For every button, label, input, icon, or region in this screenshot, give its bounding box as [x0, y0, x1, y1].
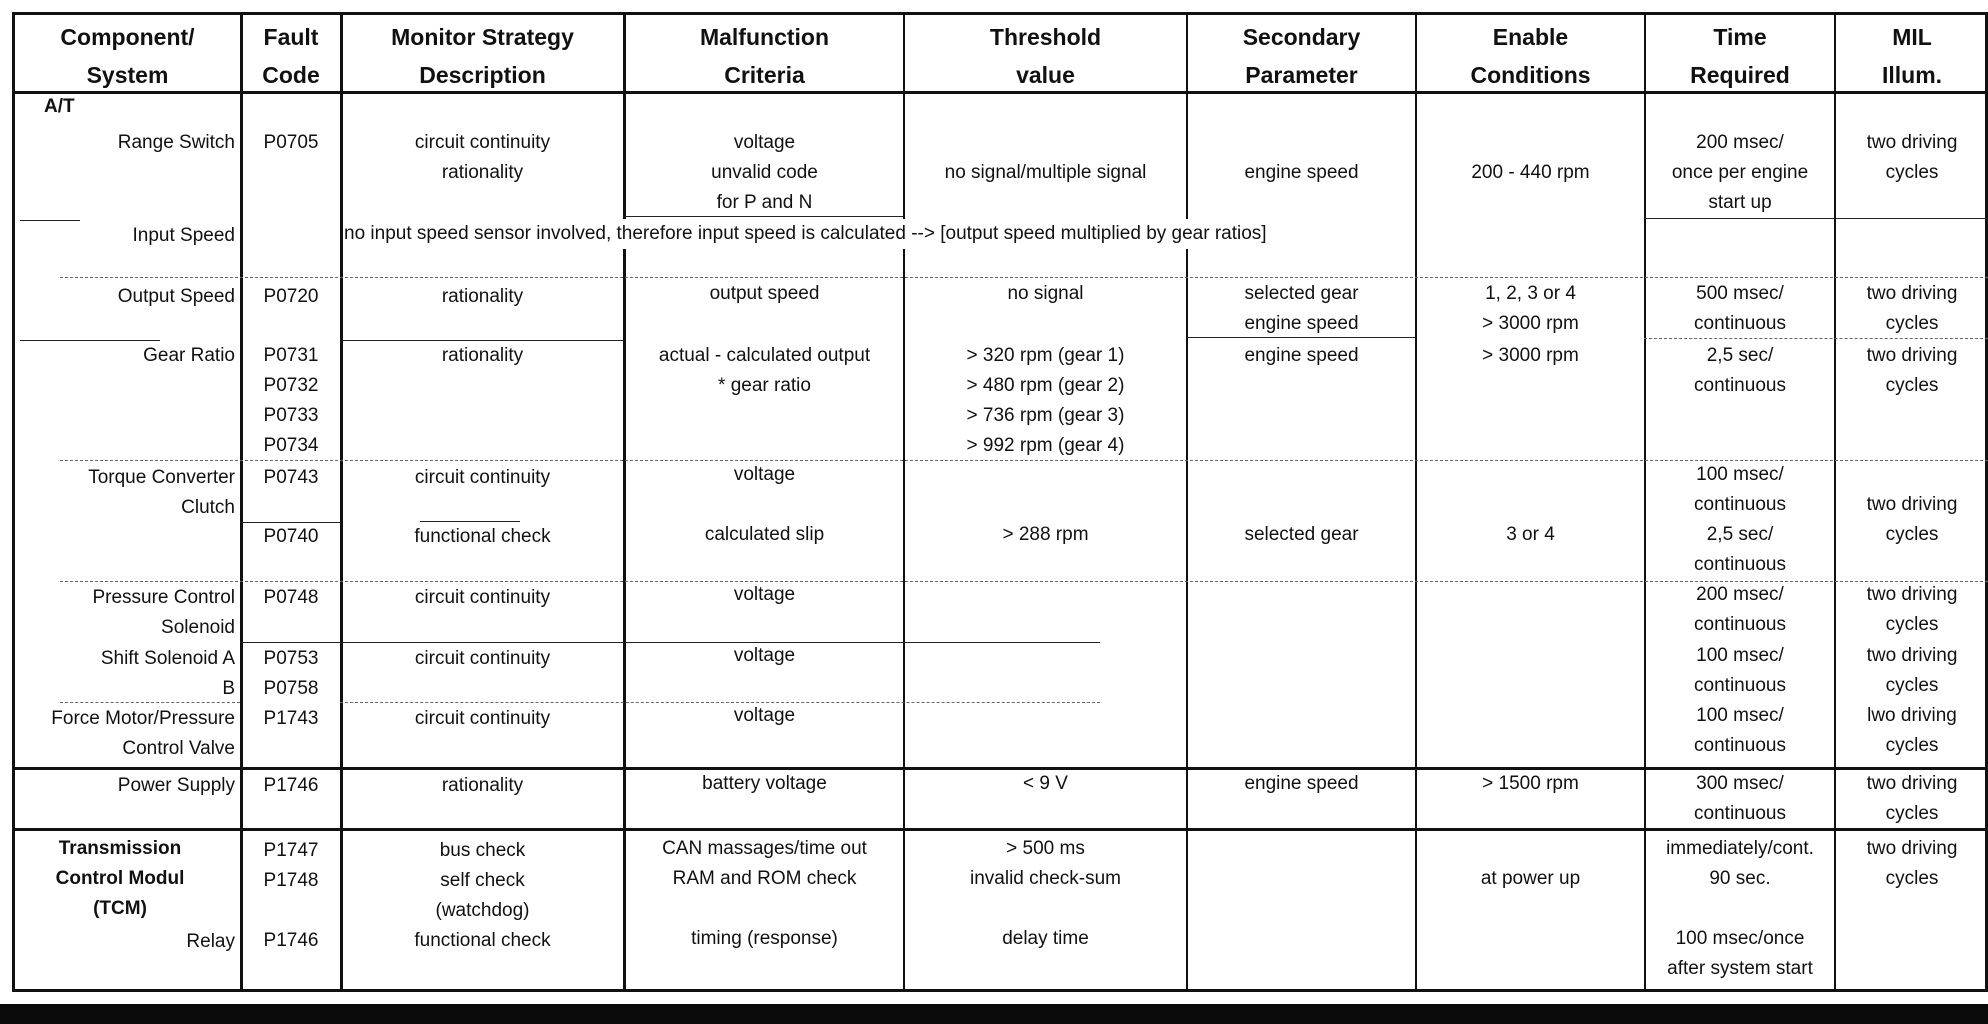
- mil-cell: two driving cycles: [1866, 773, 1958, 824]
- mil-cell: two driving cycles: [1866, 584, 1958, 635]
- criteria-cell: voltage: [733, 705, 796, 726]
- enable-cell: > 3000 rpm: [1482, 345, 1579, 366]
- threshold-cell: no signal: [1007, 283, 1084, 304]
- fault-code: P1746: [263, 775, 319, 796]
- row-separator: [1834, 218, 1988, 219]
- row-separator: [60, 277, 1988, 278]
- bottom-bar: [0, 1004, 1988, 1024]
- header-monitor-strategy: Monitor Strategy Description: [391, 24, 574, 88]
- time-cell: immediately/cont. 90 sec. 100 msec/once after system start: [1666, 838, 1814, 979]
- mil-cell: lwo driving cycles: [1867, 705, 1957, 756]
- time-cell: 100 msec/ continuous: [1694, 464, 1786, 515]
- fault-code: P0748: [263, 587, 319, 608]
- strategy-cell: rationality: [441, 345, 524, 366]
- header-enable-conditions: Enable Conditions: [1470, 24, 1591, 88]
- criteria-cell: voltage: [733, 464, 796, 485]
- header-time-required: Time Required: [1690, 24, 1790, 88]
- fault-code: P1743: [263, 708, 319, 729]
- threshold-cell: < 9 V: [1023, 773, 1068, 794]
- strategy-cell: circuit continuity: [414, 467, 551, 488]
- header-fault-code: Fault Code: [262, 24, 320, 88]
- secondary-cell: engine speed: [1244, 162, 1359, 183]
- component-pressure-control: Pressure Control Solenoid: [92, 587, 235, 638]
- component-torque-converter: Torque Converter Clutch: [88, 467, 235, 518]
- strategy-cell: circuit continuity: [414, 708, 551, 729]
- component-shift-solenoid: Shift Solenoid A B: [100, 648, 235, 699]
- enable-cell: > 1500 rpm: [1482, 773, 1579, 794]
- strategy-cell: circuit continuity: [414, 587, 551, 608]
- header-secondary-parameter: Secondary Parameter: [1242, 24, 1361, 88]
- component-input-speed: Input Speed: [132, 225, 235, 246]
- strategy-cell: rationality: [441, 775, 524, 796]
- header-threshold: Threshold value: [989, 24, 1102, 88]
- component-relay: Relay: [186, 931, 235, 952]
- time-cell: 200 msec/ continuous: [1694, 584, 1786, 635]
- threshold-cell: > 500 ms invalid check-sum delay time: [970, 838, 1121, 949]
- enable-cell: 3 or 4: [1506, 524, 1555, 545]
- time-cell: 200 msec/ once per engine start up: [1671, 132, 1809, 213]
- enable-cell: 200 - 440 rpm: [1471, 162, 1590, 183]
- fault-code-list: P0731 P0732 P0733 P0734: [263, 345, 319, 456]
- criteria-cell: calculated slip: [704, 524, 825, 545]
- strategy-cell: circuit continuity rationality: [414, 132, 551, 183]
- component-gear-ratio: Gear Ratio: [143, 345, 235, 366]
- header-component: Component/ System: [60, 24, 195, 88]
- fault-code-list: P0753 P0758: [263, 648, 319, 699]
- mil-cell: two driving cycles: [1866, 838, 1958, 889]
- component-tcm: Transmission Control Modul (TCM): [55, 838, 185, 919]
- fault-code: P0705: [263, 132, 319, 153]
- enable-cell: 1, 2, 3 or 4 > 3000 rpm: [1482, 283, 1579, 334]
- mil-cell: two driving cycles: [1866, 645, 1958, 696]
- strategy-cell: circuit continuity: [414, 648, 551, 669]
- fault-code-list: P1747 P1748 P1746: [263, 840, 319, 951]
- header-mil: MIL Illum.: [1881, 24, 1943, 88]
- mil-cell: two driving cycles: [1866, 345, 1958, 396]
- component-force-motor: Force Motor/Pressure Control Valve: [51, 708, 235, 759]
- criteria-cell: CAN massages/time out RAM and ROM check timing (response): [662, 838, 867, 949]
- enable-cell: at power up: [1480, 868, 1581, 889]
- threshold-cell: > 320 rpm (gear 1) > 480 rpm (gear 2) > 736 rpm (gear 3) > 992 rpm (gear 4): [966, 345, 1125, 456]
- component-range-switch: Range Switch: [117, 132, 235, 153]
- secondary-cell: engine speed: [1244, 345, 1359, 366]
- strategy-cell: functional check: [414, 526, 551, 547]
- criteria-cell: actual - calculated output * gear ratio: [658, 345, 871, 396]
- criteria-cell: voltage: [733, 584, 796, 605]
- strategy-cell: rationality: [441, 286, 524, 307]
- component-output-speed: Output Speed: [117, 286, 235, 307]
- time-cell: 100 msec/ continuous: [1694, 705, 1786, 756]
- time-cell: 100 msec/ continuous: [1694, 645, 1786, 696]
- header-malfunction-criteria: Malfunction Criteria: [699, 24, 830, 88]
- secondary-cell: selected gear: [1244, 524, 1359, 545]
- section-label-at: A/T: [44, 96, 75, 117]
- criteria-cell: voltage unvalid code for P and N: [711, 132, 818, 213]
- secondary-cell: engine speed: [1244, 773, 1359, 794]
- fault-code: P0740: [263, 526, 319, 547]
- criteria-cell: voltage: [733, 645, 796, 666]
- mil-cell: two driving cycles: [1866, 494, 1958, 545]
- fault-code: P0743: [263, 467, 319, 488]
- input-speed-note: no input speed sensor involved, therefore input speed is calculated --> [output speed multiplied by gear ratios]: [344, 219, 1271, 249]
- mil-cell: two driving cycles: [1866, 283, 1958, 334]
- time-cell: 2,5 sec/ continuous: [1694, 524, 1786, 575]
- time-cell: 300 msec/ continuous: [1694, 773, 1786, 824]
- criteria-cell: output speed: [709, 283, 820, 304]
- threshold-cell: no signal/multiple signal: [944, 162, 1147, 183]
- fault-code: P0720: [263, 286, 319, 307]
- time-cell: 2,5 sec/ continuous: [1694, 345, 1786, 396]
- component-power-supply: Power Supply: [117, 775, 235, 796]
- secondary-cell: selected gear engine speed: [1244, 283, 1359, 334]
- row-separator: [1644, 218, 1834, 219]
- criteria-cell: battery voltage: [702, 773, 827, 794]
- strategy-cell: bus check self check (watchdog) functional check: [414, 840, 551, 951]
- threshold-cell: > 288 rpm: [1002, 524, 1089, 545]
- mil-cell: two driving cycles: [1866, 132, 1958, 183]
- time-cell: 500 msec/ continuous: [1694, 283, 1786, 334]
